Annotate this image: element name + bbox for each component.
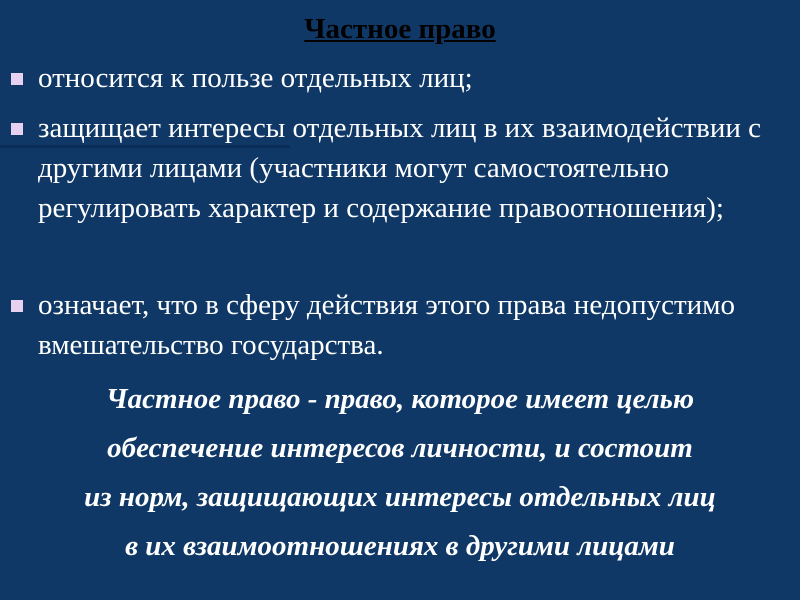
bullet-text: защищает интересы отдельных лиц в их взаимодействии с другими лицами (участники могут самостоятельно регулировать характер и содержание правоотношения);: [38, 112, 762, 224]
square-bullet-icon: [11, 123, 23, 135]
square-bullet-icon: [11, 73, 23, 85]
definition-line: в их взаимоотношениях в другими лицами: [125, 530, 675, 562]
definition-text: [0, 375, 800, 571]
square-bullet-icon: [11, 300, 23, 312]
definition-line: Частное право - право, которое имеет целью: [105, 383, 695, 415]
slide-title: Частное право: [304, 13, 496, 45]
definition-line: из норм, защищающих интересы отдельных лиц: [84, 481, 716, 513]
bullet-text: означает, что в сферу действия этого права недопустимо вмешательство государства.: [38, 289, 736, 361]
definition-line: обеспечение интересов личности, и состоит: [107, 432, 693, 464]
bullet-text: относится к пользе отдельных лиц;: [38, 62, 473, 94]
